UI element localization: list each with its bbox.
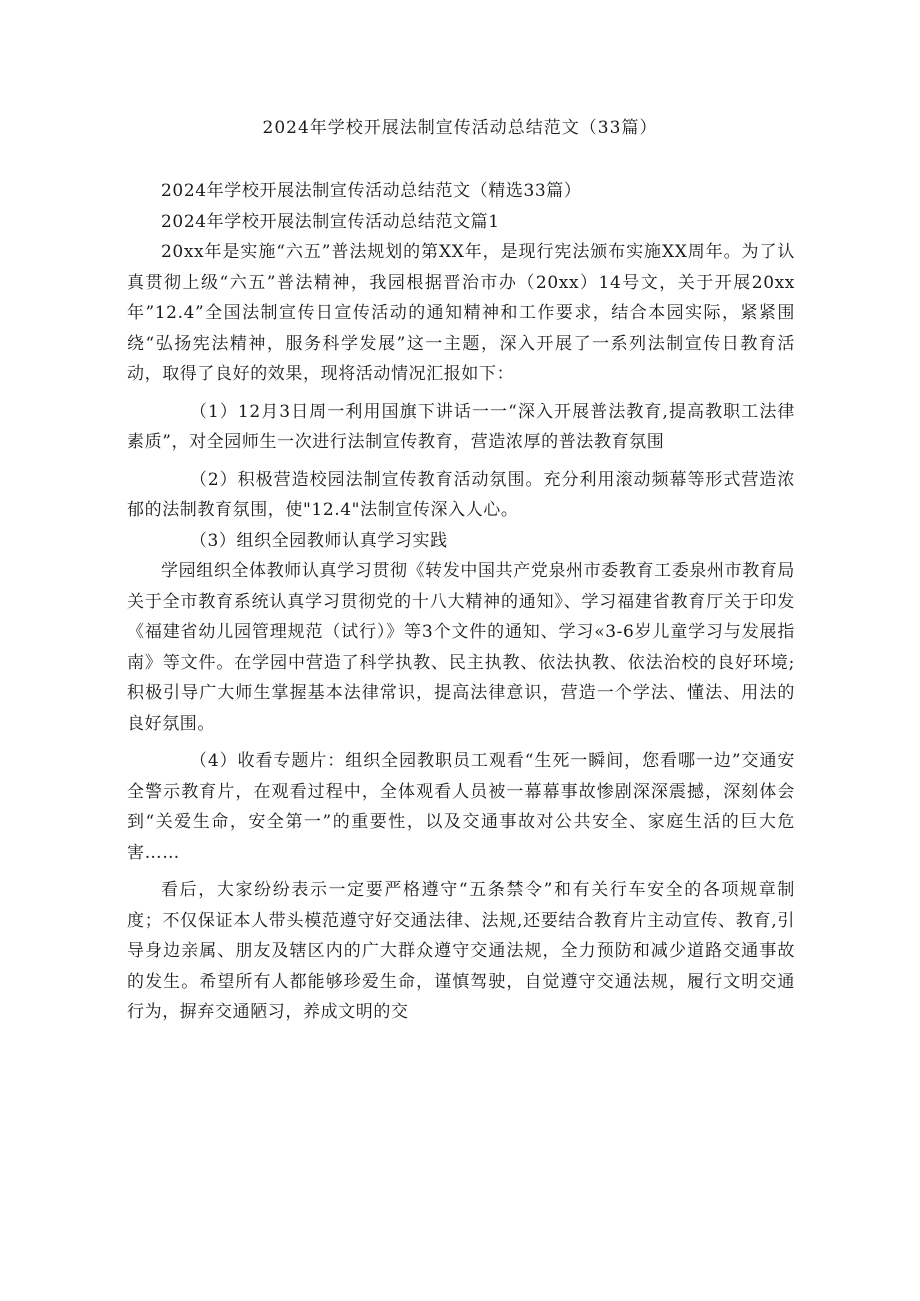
intro-paragraph: 20xx年是实施“六五”普法规划的第XX年，是现行宪法颁布实施XX周年。为了认真贯彻上级“六五”普法精神，我园根据晋治市办（20xx）14号文，关于开展20xx年”12.4”全国法制宣传日宣传活动的通知精神和工作要求，结合本园实际，紧紧围绕“弘扬宪法精神，服务科学发展”这一主题，深入开展了一系列法制宣传日教育活动，取得了良好的效果，现将活动情况汇报如下： [127, 242, 795, 384]
section-heading: 2024年学校开展法制宣传活动总结范文篇1 [161, 211, 500, 232]
conclusion-paragraph: 看后，大家纷纷表示一定要严格遵守“五条禁令”和有关行车安全的各项规章制度；不仅保证本人带头模范遵守好交通法律、法规,还要结合教育片主动宣传、教育,引导身边亲属、朋友及辖区内的广大群众遵守交通法规，全力预防和减少道路交通事故的发生。希望所有人都能够珍爱生命，谨慎驾驶，自觉遵守交通法规，履行文明交通行为，摒弃交通陋习，养成文明的交 [127, 880, 795, 1022]
subtitle-paragraph: 2024年学校开展法制宣传活动总结范文（精选33篇） [161, 181, 582, 201]
item-3-paragraph: 学园组织全体教师认真学习贯彻《转发中国共产党泉州市委教育工委泉州市教育局关于全市教育系统认真学习贯彻党的十八大精神的通知》、学习福建省教育厅关于印发《福建省幼儿园管理规范（试行）》等3个文件的通知、学习«3-6岁儿童学习与发展指南》等文件。在学园中营造了科学执教、民主执教、依法执教、依法治校的良好环境;积极引导广大师生掌握基本法律常识，提高法律意识，营造一个学法、懂法、用法的良好氛围。 [127, 561, 795, 734]
item-4-paragraph: （4）收看专题片：组织全园教职员工观看“生死一瞬间，您看哪一边”交通安全警示教育片，在观看过程中，全体观看人员被一幕幕事故惨剧深深震撼，深刻体会到“关爱生命，安全第一”的重要性，以及交通事故对公共安全、家庭生活的巨大危害…… [127, 751, 795, 863]
item-3-heading: （3）组织全园教师认真学习实践 [189, 530, 448, 551]
document-body [127, 176, 795, 1028]
document-title: 2024年学校开展法制宣传活动总结范文（33篇） [262, 118, 658, 138]
item-2-paragraph: （2）积极营造校园法制宣传教育活动氛围。充分利用滚动频幕等形式营造浓郁的法制教育氛围，使"12.4"法制宣传深入人心。 [127, 469, 795, 520]
item-1-paragraph: （1）12月3日周一利用国旗下讲话一一“深入开展普法教育,提高教职工法律素质”，对全园师生一次进行法制宣传教育，营造浓厚的普法教育氛围 [127, 401, 795, 452]
